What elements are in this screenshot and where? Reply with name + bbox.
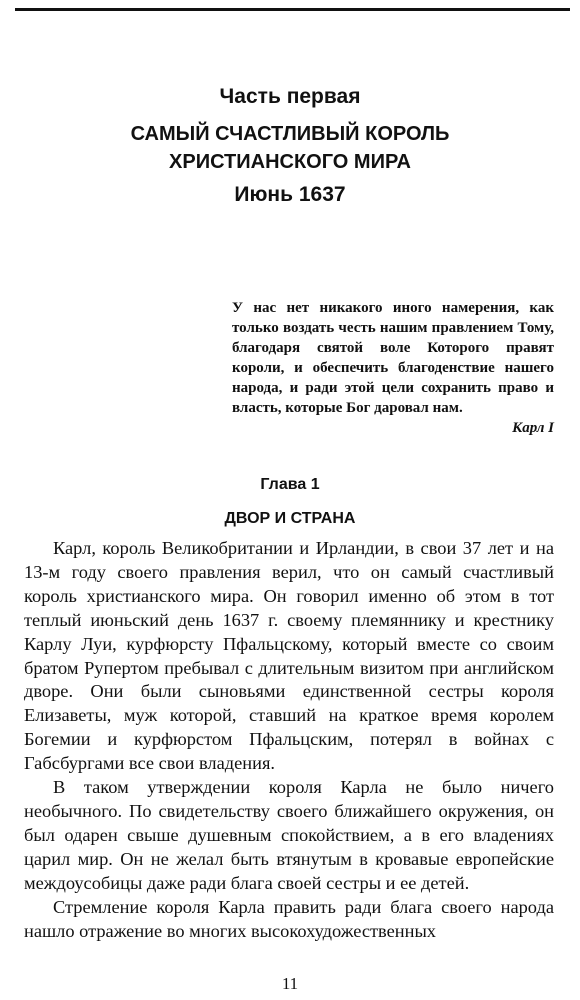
epigraph-text: У нас нет никакого иного намерения, как только воздать честь нашим правлением Тому, благодаря святой воле Которого правят короли, и обеспечить благоденствие нашего народа, и ради этой цели сохранить право и власть, которые Бог даровал нам. — [232, 300, 554, 416]
epigraph — [232, 298, 554, 438]
body-paragraph: В таком утверждении короля Карла не было ничего необычного. По свидетельству своего ближайшего окружения, он был одарен свыше душевным спокойствием, а в его владениях царил мир. Он не желал быть втянутым в кровавые европейские междоусобицы даже ради блага своей сестры и ее детей. — [24, 777, 554, 893]
body-paragraph: Стремление короля Карла править ради блага своего народа нашло отражение во многих высокохудожественных — [24, 896, 554, 941]
part-title-line-1: САМЫЙ СЧАСТЛИВЫЙ КОРОЛЬ — [130, 123, 450, 145]
part-label: Часть первая — [219, 85, 361, 108]
chapter-heading — [0, 474, 580, 530]
top-rule — [15, 8, 570, 11]
part-title-line-2: ХРИСТИАНСКОГО МИРА — [169, 151, 411, 173]
body-text — [24, 537, 554, 943]
body-paragraph: Карл, король Великобритании и Ирландии, в свои 37 лет и на 13-м году своего правления верил, что он самый счастливый король христианского мира. Он говорил именно об этом в тот теплый июньский день 1637 г. своему племяннику и крестнику Карлу Луи, курфюрсту Пфальцскому, который вместе со своим братом Рупертом пребывал с длительным визитом при английском дворе. Они были сыновьями единственной сестры короля Елизаветы, муж которой, ставший на краткое время королем Богемии и курфюрстом Пфальцским, потерял в войнах с Габсбургами все свои владения. — [24, 538, 554, 774]
chapter-label: Глава 1 — [260, 476, 320, 493]
page-number: 11 — [281, 974, 299, 993]
part-date: Июнь 1637 — [234, 183, 346, 206]
chapter-title: ДВОР И СТРАНА — [224, 510, 356, 527]
epigraph-author: Карл I — [512, 420, 554, 436]
part-heading — [0, 82, 580, 210]
